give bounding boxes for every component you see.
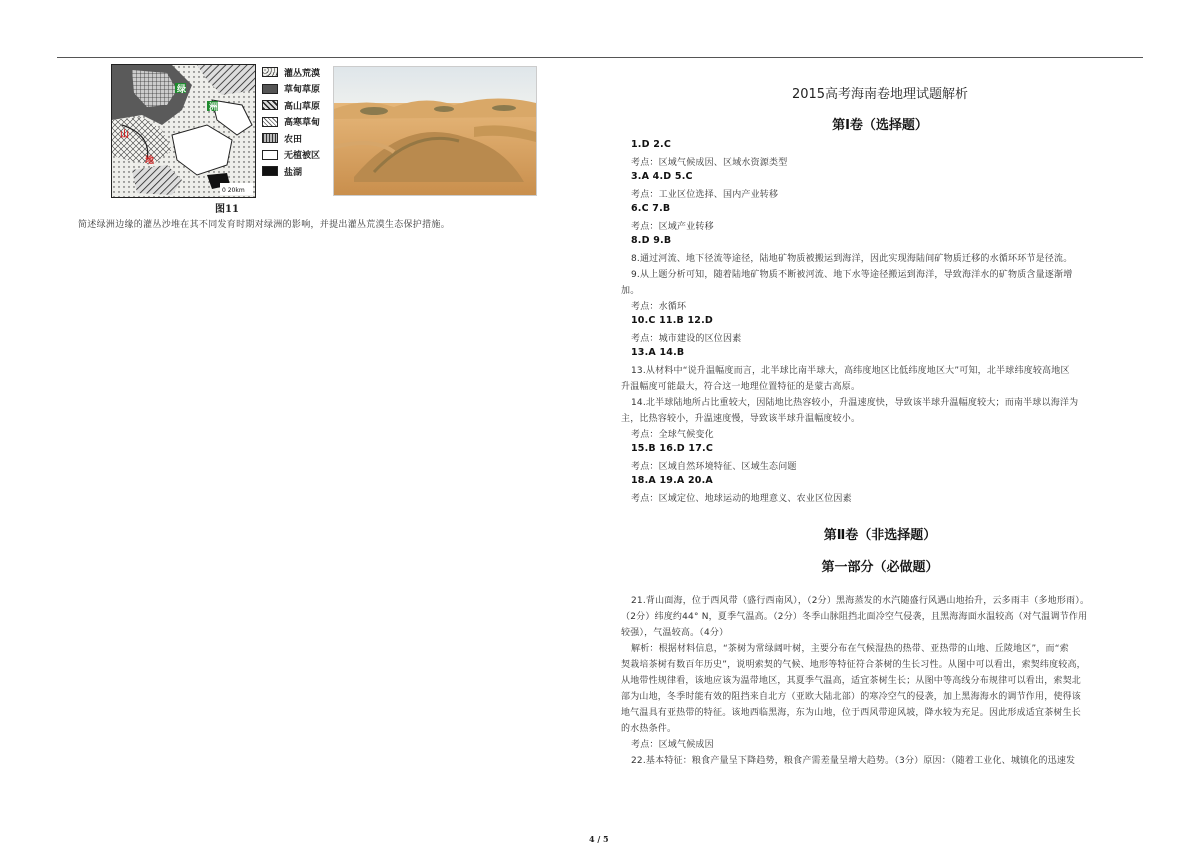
- legend-swatch-dark: [262, 84, 278, 94]
- essay-answer-line: 较强），气温较高。（4分）: [621, 628, 729, 638]
- explanation-line: 8.通过河流、地下径流等途径，陆地矿物质被搬运到海洋，因此实现海陆间矿物质迁移的水循环环节是径流。: [631, 254, 1073, 264]
- essay-answer-line: 22.基本特征：粮食产量呈下降趋势，粮食产需差量呈增大趋势。（3分）原因：（随着工业化、城镇化的迅速发: [631, 756, 1076, 766]
- explanation-line: 考点：区域自然环境特征、区域生态问题: [631, 462, 797, 472]
- legend-label: 高山草原: [284, 101, 321, 112]
- answer-key-line: 15.B 16.D 17.C: [631, 443, 714, 454]
- map-label-shan: 山: [120, 130, 130, 140]
- legend-label: 草甸草原: [284, 85, 321, 96]
- legend-label: 盐湖: [284, 167, 303, 178]
- answer-key-line: 10.C 11.B 12.D: [631, 315, 714, 326]
- legend-swatch-hatch: [262, 100, 278, 110]
- essay-answer-line: （2分）纬度约44° N，夏季气温高。（2分）冬季山脉阻挡北面冷空气侵袭，且黑海海面水温较高（对气温调节作用: [621, 612, 1088, 622]
- essay-answer-line: 部为山地，冬季时能有效的阻挡来自北方（亚欧大陆北部）的寒冷空气的侵袭，加上黑海海水的调节作用，使得该: [621, 692, 1082, 702]
- legend-item: [262, 97, 332, 114]
- essay-answer-line: 解析：根据材料信息，“茶树为常绿阔叶树，主要分布在气候湿热的热带、亚热带的山地、丘陵地区”，而“索: [631, 644, 1069, 654]
- map-label-zhou: 洲: [209, 103, 219, 113]
- legend-swatch-grid: [262, 133, 278, 143]
- vegetation-map: [111, 64, 256, 198]
- answer-key-line: 3.A 4.D 5.C: [631, 171, 693, 182]
- map-legend: [262, 64, 332, 180]
- legend-item: [262, 64, 332, 81]
- explanation-line: 考点：区域产业转移: [631, 222, 714, 232]
- legend-item: [262, 81, 332, 98]
- explanation-line: 考点：城市建设的区位因素: [631, 334, 742, 344]
- answer-key-line: 1.D 2.C: [631, 139, 672, 150]
- map-label-di: 地: [145, 156, 155, 166]
- legend-label: 农田: [284, 134, 303, 145]
- top-rule: [57, 57, 1143, 58]
- legend-swatch-blank: [262, 150, 278, 160]
- legend-item: [262, 163, 332, 180]
- explanation-line: 考点：全球气候变化: [631, 430, 714, 440]
- section-heading-1: 第Ⅰ卷（选择题）: [832, 118, 928, 133]
- desert-shrub-photo: [333, 66, 537, 196]
- answer-key-line: 13.A 14.B: [631, 347, 685, 358]
- legend-label: 高寒草甸: [284, 118, 321, 129]
- essay-answer-line: 考点：区域气候成因: [631, 740, 714, 750]
- legend-label: 灌丛荒漠: [284, 68, 321, 79]
- legend-swatch-diamond: [262, 117, 278, 127]
- essay-answer-line: 地气温具有亚热带的特征。该地西临黑海，东为山地，位于西风带迎风坡，降水较为充足。因此形成适宜茶树生长: [621, 708, 1082, 718]
- essay-answer-line: 契栽培茶树有数百年历史”，说明索契的气候、地形等特征符合茶树的生长习性。从图中可以看出，索契纬度较高，: [621, 660, 1086, 670]
- explanation-line: 主，比热容较小，升温速度慢，导致该半球升温幅度较小。: [621, 414, 861, 424]
- legend-label: 无植被区: [284, 151, 321, 162]
- section-heading-3: 第一部分（必做题）: [821, 560, 939, 575]
- legend-item: [262, 147, 332, 164]
- map-label-lu: 绿: [177, 85, 187, 95]
- legend-swatch-dots: [262, 67, 278, 77]
- explanation-line: 考点：区域定位、地球运动的地理意义、农业区位因素: [631, 494, 852, 504]
- explanation-line: 加。: [621, 286, 640, 296]
- explanation-line: 14.北半球陆地所占比重较大，因陆地比热容较小，升温速度快，导致该半球升温幅度较大；而南半球以海洋为: [631, 398, 1079, 408]
- legend-item: [262, 114, 332, 131]
- question-text: 简述绿洲边缘的灌丛沙堆在其不同发育时期对绿洲的影响，并提出灌丛荒漠生态保护措施。: [78, 220, 451, 230]
- answer-key-line: 18.A 19.A 20.A: [631, 475, 713, 486]
- map-scale: 0 20km: [222, 187, 245, 194]
- answer-key-line: 8.D 9.B: [631, 235, 672, 246]
- answer-key-line: 6.C 7.B: [631, 203, 671, 214]
- vegetation-map-svg: [112, 65, 255, 197]
- essay-answer-line: 21.背山面海，位于西风带（盛行西南风），（2分）黑海蒸发的水汽随盛行风遇山地抬升，云多雨丰（多地形雨）。: [631, 596, 1090, 606]
- page-number: 4 / 5: [589, 834, 609, 844]
- figure-caption: 图11: [215, 204, 239, 215]
- legend-swatch-black: [262, 166, 278, 176]
- desert-photo-svg: [334, 67, 536, 195]
- explanation-line: 9.从上题分析可知，随着陆地矿物质不断被河流、地下水等途径搬运到海洋，导致海洋水的矿物质含量逐渐增: [631, 270, 1073, 280]
- explanation-line: 13.从材料中“说升温幅度而言，北半球比南半球大，高纬度地区比低纬度地区大”可知，北半球纬度较高地区: [631, 366, 1070, 376]
- explanation-line: 考点：工业区位选择、国内产业转移: [631, 190, 779, 200]
- legend-item: [262, 130, 332, 147]
- document-title: 2015高考海南卷地理试题解析: [791, 87, 969, 102]
- explanation-line: 升温幅度可能最大，符合这一地理位置特征的是蒙古高原。: [621, 382, 861, 392]
- essay-answer-line: 的水热条件。: [621, 724, 677, 734]
- section-heading-2: 第Ⅱ卷（非选择题）: [823, 528, 937, 543]
- essay-answer-line: 从地带性规律看，该地应该为温带地区，其夏季气温高，适宜茶树生长；从图中等高线分布规律可以看出，索契北: [621, 676, 1082, 686]
- explanation-line: 考点：区域气候成因、区域水资源类型: [631, 158, 788, 168]
- explanation-line: 考点：水循环: [631, 302, 687, 312]
